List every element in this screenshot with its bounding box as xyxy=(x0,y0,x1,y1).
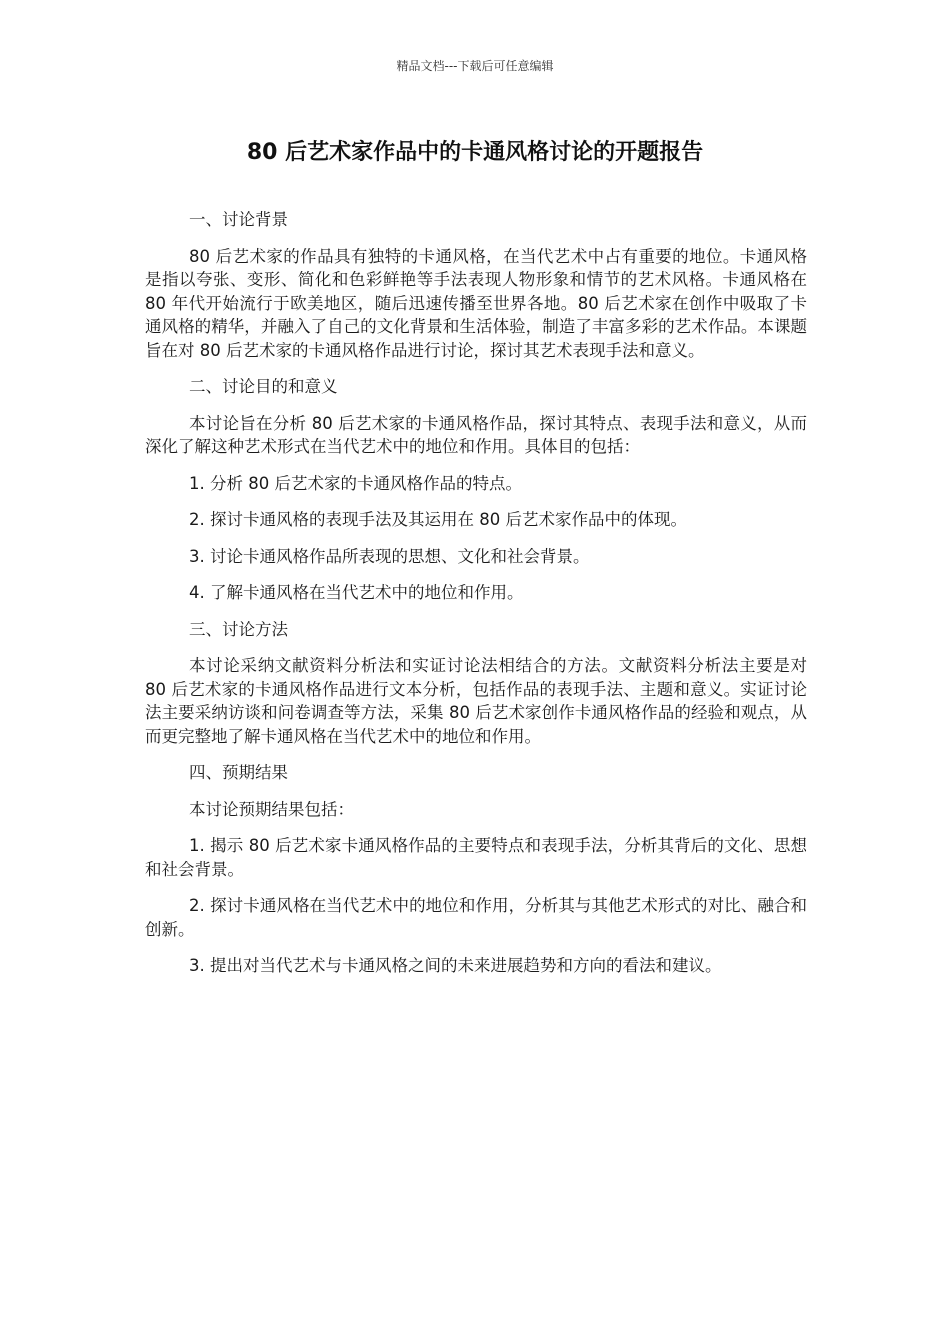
document-body xyxy=(145,208,807,991)
section-heading: 一、讨论背景 xyxy=(189,210,288,229)
paragraph: 80 后艺术家的作品具有独特的卡通风格，在当代艺术中占有重要的地位。卡通风格是指以夸张、变形、简化和色彩鲜艳等手法表现人物形象和情节的艺术风格。卡通风格在 80 年代开始流行于欧美地区，随后迅速传播至世界各地。80 后艺术家在创作中吸取了卡通风格的精华，并融入了自己的文化背景和生活体验，制造了丰富多彩的艺术作品。本课题旨在对 80 后艺术家的卡通风格作品进行讨论，探讨其艺术表现手法和意义。 xyxy=(145,246,807,360)
document-title: 80 后艺术家作品中的卡通风格讨论的开题报告 xyxy=(246,140,704,165)
paragraph: 本讨论采纳文献资料分析法和实证讨论法相结合的方法。文献资料分析法主要是对 80 后艺术家的卡通风格作品进行文本分析，包括作品的表现手法、主题和意义。实证讨论法主要采纳访谈和问卷调查等方法，采集 80 后艺术家创作卡通风格作品的经验和观点，从而更完整地了解卡通风格在当代艺术中的地位和作用。 xyxy=(145,656,807,746)
list-item: 2. 探讨卡通风格在当代艺术中的地位和作用，分析其与其他艺术形式的对比、融合和创新。 xyxy=(145,896,807,939)
paragraph: 本讨论预期结果包括： xyxy=(189,799,354,819)
section-heading: 二、讨论目的和意义 xyxy=(189,377,338,396)
list-item: 4. 了解卡通风格在当代艺术中的地位和作用。 xyxy=(189,583,524,602)
list-item: 3. 提出对当代艺术与卡通风格之间的未来进展趋势和方向的看法和建议。 xyxy=(189,956,722,975)
list-item: 1. 分析 80 后艺术家的卡通风格作品的特点。 xyxy=(189,473,522,493)
section-heading: 四、预期结果 xyxy=(189,763,288,782)
list-item: 3. 讨论卡通风格作品所表现的思想、文化和社会背景。 xyxy=(189,546,590,566)
page-header: 精品文档---下载后可任意编辑 xyxy=(396,59,554,73)
section-heading: 三、讨论方法 xyxy=(189,619,288,639)
paragraph: 本讨论旨在分析 80 后艺术家的卡通风格作品，探讨其特点、表现手法和意义，从而深化了解这种艺术形式在当代艺术中的地位和作用。具体目的包括： xyxy=(145,413,807,456)
list-item: 2. 探讨卡通风格的表现手法及其运用在 80 后艺术家作品中的体现。 xyxy=(189,510,687,529)
list-item: 1. 揭示 80 后艺术家卡通风格作品的主要特点和表现手法，分析其背后的文化、思想和社会背景。 xyxy=(145,836,807,879)
